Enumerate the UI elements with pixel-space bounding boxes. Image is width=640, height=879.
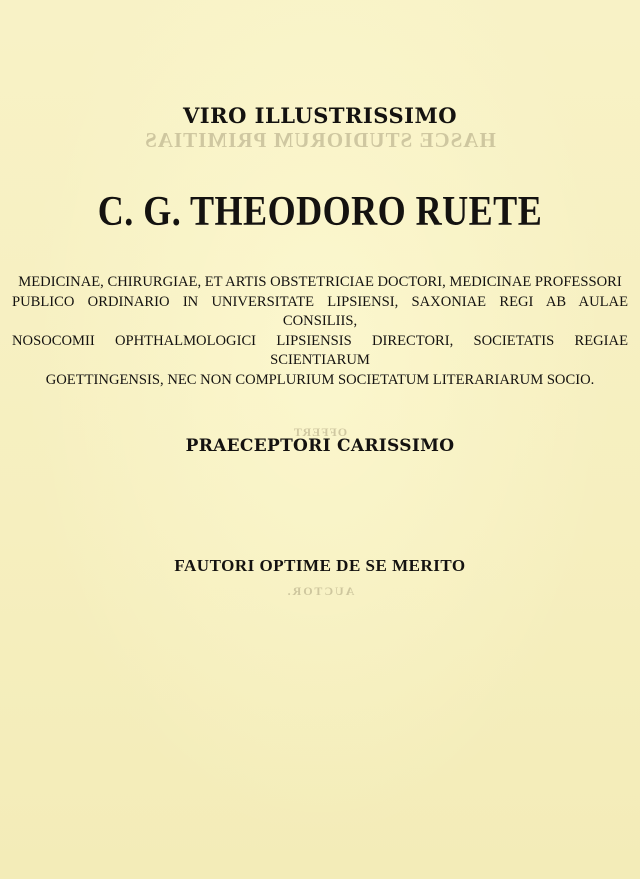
dedicatee-titles [12, 273, 628, 390]
titles-line: MEDICINAE, CHIRURGIAE, ET ARTIS OBSTETRICIAE DOCTORI, MEDICINAE PROFESSORI [18, 274, 622, 290]
fautori-line: FAUTORI OPTIME DE SE MERITO [174, 556, 466, 575]
bleedthrough-text-middle: OFFERT [292, 425, 348, 439]
bleedthrough-text-top: HASCE STUDIORUM PRIMITIAS [144, 128, 496, 152]
dedication-heading: VIRO ILLUSTRISSIMO [183, 103, 457, 128]
titles-line: NOSOCOMII OPHTHALMOLOGICI LIPSIENSIS DIRECTORI, SOCIETATIS REGIAE SCIENTIARUM [12, 332, 628, 368]
titles-line: PUBLICO ORDINARIO IN UNIVERSITATE LIPSIENSI, SAXONIAE REGI AB AULAE CONSILIIS, [12, 293, 628, 329]
dedicatee-name: C. G. THEODORO RUETE [97, 189, 543, 235]
titles-line: GOETTINGENSIS, NEC NON COMPLURIUM SOCIETATUM LITERARIARUM SOCIO. [45, 371, 595, 388]
praeceptori-line: PRAECEPTORI CARISSIMO [185, 436, 455, 456]
bleedthrough-text-bottom: AUCTOR. [285, 584, 355, 598]
